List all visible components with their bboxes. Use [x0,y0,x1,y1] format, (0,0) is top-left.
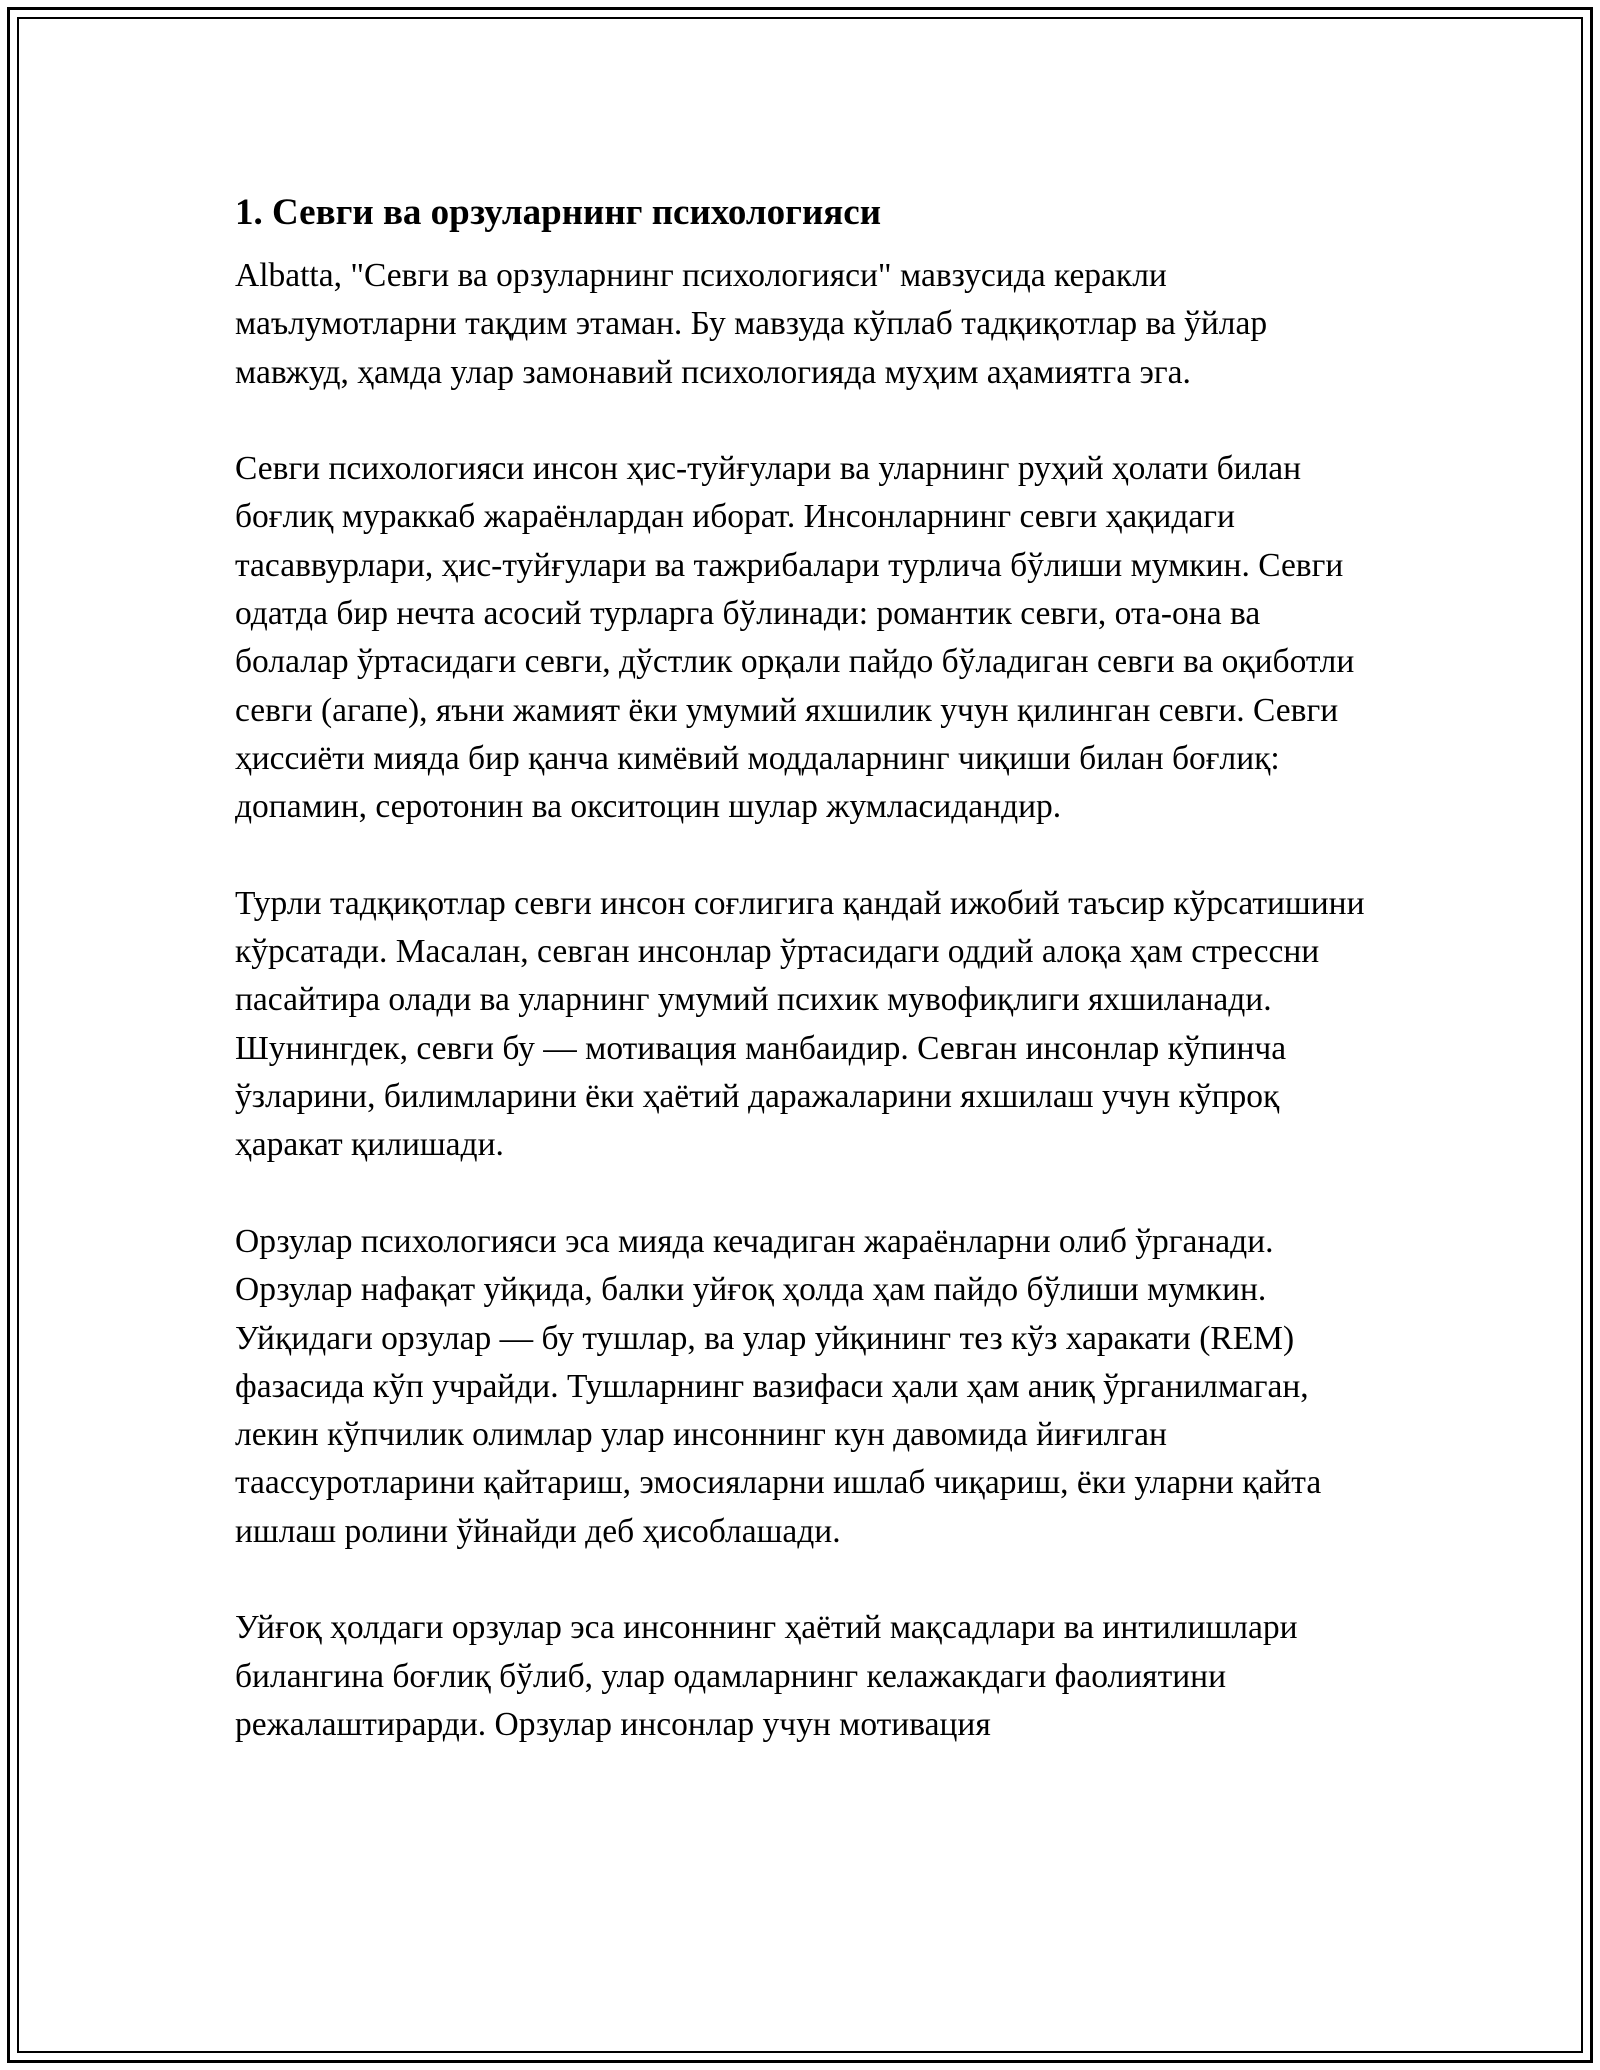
paragraph-dreams-psychology: Орзулар психологияси эса мияда кечадиган жараёнларни олиб ўрганади. Орзулар нафақат уйқида, балки уйғоқ ҳолда ҳам пайдо бўлиши мумкин. Уйқидаги орзулар — бу тушлар, ва улар уйқининг тез кўз харакати (REM) фазасида кўп учрайди. Тушларнинг вазифаси ҳали ҳам аниқ ўрганилмаган, лекин кўпчилик олимлар улар инсоннинг кун давомида йиғилган таассуротларини қайтариш, эмосияларни ишлаб чиқариш, ёки уларни қайта ишлаш ролини ўйнайди деб ҳисоблашади. [235,1222,1322,1550]
section-heading: 1. Севги ва орзуларнинг психологияси [235,192,882,233]
document-body [235,186,1365,1798]
paragraph-waking-dreams: Уйғоқ ҳолдаги орзулар эса инсоннинг ҳаётий мақсадлари ва интилишлари билангина боғлиқ бўлиб, улар одамларнинг келажакдаги фаолиятини режалаштирарди. Орзулар инсонлар учун мотивация [235,1609,1298,1743]
paragraph-intro: Albatta, "Севги ва орзуларнинг психологияси" мавзусида керакли маълумотларни тақдим этаман. Бу мавзуда кўплаб тадқиқотлар ва ўйлар мавжуд, ҳамда улар замонавий психологияда муҳим аҳамиятга эга. [235,257,1268,391]
paragraph-love-health: Турли тадқиқотлар севги инсон соғлигига қандай ижобий таъсир кўрсатишини кўрсатади. Масалан, севган инсонлар ўртасидаги оддий алоқа ҳам стрессни пасайтира олади ва уларнинг умумий психик мувофиқлиги яхшиланади. Шунингдек, севги бу — мотивация манбаидир. Севган инсонлар кўпинча ўзларини, билимларини ёки ҳаётий даражаларини яхшилаш учун кўпроқ ҳаракат қилишади. [235,884,1365,1164]
paragraph-love-psychology: Севги психологияси инсон ҳис-туйғулари ва уларнинг руҳий ҳолати билан боғлиқ мураккаб жараёнлардан иборат. Инсонларнинг севги ҳақидаги тасаввурлари, ҳис-туйғулари ва тажрибалари турлича бўлиши мумкин. Севги одатда бир нечта асосий турларга бўлинади: романтик севги, ота-она ва болалар ўртасидаги севги, дўстлик орқали пайдо бўладиган севги ва оқиботли севги (агапе), яъни жамият ёки умумий яхшилик учун қилинган севги. Севги ҳиссиёти мияда бир қанча кимёвий моддаларнинг чиқиши билан боғлиқ: допамин, серотонин ва окситоцин шулар жумласидандир. [235,450,1355,826]
